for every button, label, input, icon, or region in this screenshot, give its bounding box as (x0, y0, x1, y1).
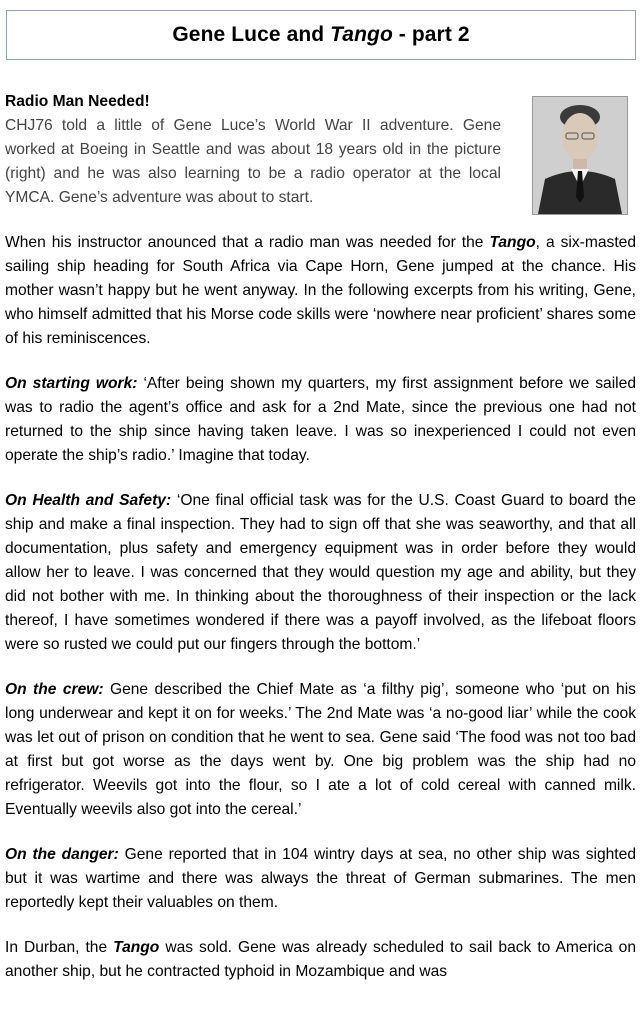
intro-text: CHJ76 told a little of Gene Luce’s World War II adventure. Gene worked at Boeing in Seattle and was about 18 years old in the picture (right) and he was also learning to be a radio operator at the local YMCA. Gene’s adventure was about to start. (5, 117, 501, 206)
paragraph-crew: On the crew: Gene described the Chief Mate as ‘a filthy pig’, someone who ‘put on his long underwear and kept it on for weeks.’ The 2nd Mate was ‘a no-good liar’ while the cook was let out of prison on condition that he went to sea. Gene said ‘The food was not too bad at first but got worse as the days went by. One big problem was the ship had no refrigerator. Weevils got into the flour, so I ate a lot of cold cereal with canned milk. Eventually weevils also got into the cereal.’ (5, 681, 636, 818)
page-title: Gene Luce and Tango - part 2 (172, 23, 470, 46)
article-body (5, 90, 636, 1005)
subheading-crew: On the crew: (5, 681, 104, 698)
paragraph-danger: On the danger: Gene reported that in 104 wintry days at sea, no other ship was sighted but it was wartime and there was always the threat of German submarines. The men reportedly kept their valuables on them. (5, 846, 636, 911)
portrait-photo (532, 96, 628, 215)
subheading-danger: On the danger: (5, 846, 119, 863)
subheading-health-safety: On Health and Safety: (5, 492, 172, 509)
subheading-starting-work: On starting work: (5, 375, 138, 392)
paragraph-health-safety: On Health and Safety: ‘One final official task was for the U.S. Coast Guard to board the ship and make a final inspection. They had to sign off that she was seaworthy, and that all documentation, plus safety and emergency equipment was in order before they would allow her to leave. I was concerned that they would question my age and ability, but they did not bother with me. In thinking about the thoroughness of their inspection or the lack thereof, I have sometimes wondered if there was a payoff involved, as the lifeboat floors were so rusted we could put our fingers through the bottom.’ (5, 492, 636, 653)
intro-section (5, 90, 636, 210)
title-box (6, 10, 636, 60)
paragraph-instructor: When his instructor anounced that a radio man was needed for the Tango, a six-masted sailing ship heading for South Africa via Cape Horn, Gene jumped at the chance. His mother wasn’t happy but he went anyway. In the following excerpts from his writing, Gene, who himself admitted that his Morse code skills were ‘nowhere near proficient’ shares some of his reminiscences. (5, 234, 636, 347)
paragraph-durban: In Durban, the Tango was sold. Gene was already scheduled to sail back to America on another ship, but he contracted typhoid in Mozambique and was (5, 939, 636, 980)
section-heading-radio-man: Radio Man Needed! (5, 93, 150, 110)
title-ship-name: Tango (330, 23, 393, 46)
ship-name: Tango (113, 939, 160, 956)
portrait-photo-icon (533, 97, 627, 214)
paragraph-starting-work: On starting work: ‘After being shown my quarters, my first assignment before we sailed was to radio the agent’s office and ask for a 2nd Mate, since the previous one had not returned to the ship since having taken leave. I was so inexperienced I could not even operate the ship’s radio.’ Imagine that today. (5, 375, 636, 464)
ship-name: Tango (489, 234, 536, 251)
